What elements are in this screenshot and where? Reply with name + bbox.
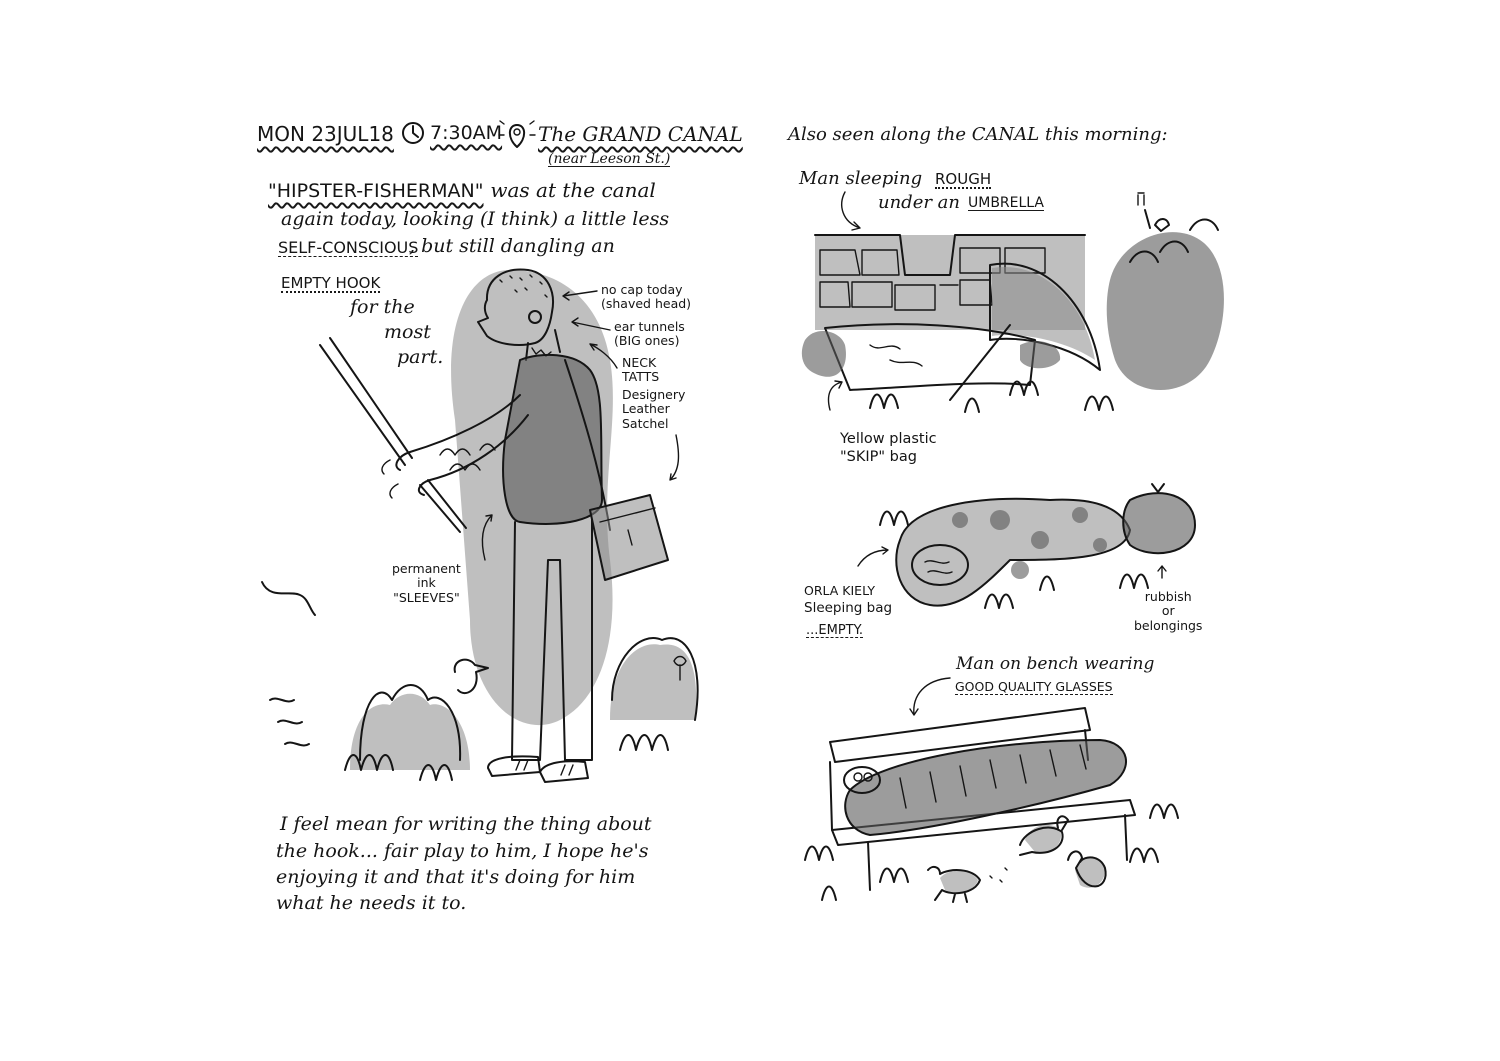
- intro-self-conscious: SELF-CONSCIOUS: [278, 238, 419, 257]
- entry-time: 7:30AM: [430, 122, 503, 144]
- clock-icon: [403, 123, 423, 143]
- intro-line1: was at the canal: [484, 178, 656, 202]
- scene3-caption-a: Man on bench wearing: [956, 654, 1155, 674]
- scene2-rubbish: rubbish or belongings: [1134, 589, 1203, 633]
- intro-line4: for the: [350, 296, 415, 318]
- annotation-sleeves: permanent ink "SLEEVES": [392, 561, 461, 605]
- entry-location-detail: (near Leeson St.): [548, 151, 671, 167]
- scene1-caption-a: Man sleeping: [799, 168, 928, 189]
- intro-line3: , but still dangling an: [409, 235, 615, 257]
- scene1-bag-label: Yellow plastic "SKIP" bag: [840, 431, 937, 466]
- right-heading: Also seen along the CANAL this morning:: [788, 124, 1168, 145]
- scene2-label-2: Sleeping bag: [804, 600, 893, 616]
- annotation-ears: ear tunnels (BIG ones): [614, 319, 685, 349]
- intro-line5: most: [384, 321, 431, 343]
- scene1-rough: ROUGH: [935, 170, 992, 188]
- scene3-caption-b: GOOD QUALITY GLASSES: [955, 679, 1113, 694]
- intro-line6: part.: [397, 346, 444, 368]
- entry-date: MON 23JUL18: [257, 122, 394, 146]
- footer-line3: enjoying it and that it's doing for him: [276, 866, 636, 888]
- scene1-caption-c: under an: [878, 192, 966, 213]
- footer-line4: what he needs it to.: [276, 892, 467, 914]
- intro-line2: again today, looking (I think) a little less: [281, 208, 670, 230]
- scene2-label-3: ...EMPTY.: [806, 623, 864, 638]
- annotation-satchel: Designery Leather Satchel: [622, 387, 686, 431]
- intro-empty-hook: EMPTY HOOK: [281, 274, 381, 292]
- footer-line2: the hook... fair play to him, I hope he's: [276, 840, 649, 862]
- annotation-neck: NECK TATTS: [622, 355, 660, 385]
- scene-rough-sleeper: [802, 192, 1224, 412]
- scene-bench: [805, 678, 1178, 902]
- entry-location: The GRAND CANAL: [538, 122, 743, 146]
- annotation-cap: no cap today (shaved head): [601, 282, 692, 312]
- scene2-label-1: ORLA KIELY: [804, 583, 876, 598]
- location-pin-icon: [499, 121, 535, 147]
- intro-title: "HIPSTER-FISHERMAN": [268, 180, 484, 202]
- scene1-umbrella: UMBRELLA: [968, 195, 1045, 211]
- footer-line1: I feel mean for writing the thing about: [280, 813, 652, 835]
